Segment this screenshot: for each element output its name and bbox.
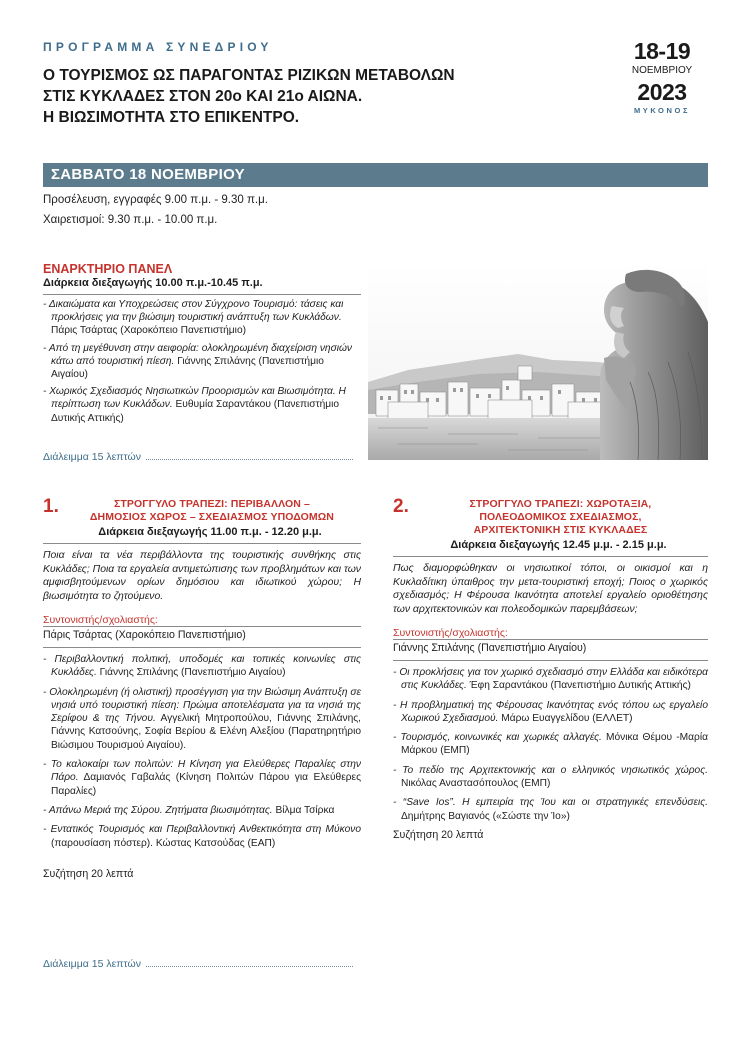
- break-line: [43, 958, 353, 970]
- date-year: 2023: [637, 79, 687, 105]
- talk-speaker: Γιάννης Σπιλάνης (Πανεπιστήμιο Αιγαίου): [96, 667, 286, 679]
- talk-title: - Απάνω Μεριά της Σύρου. Ζητήματα βιωσιμότητας.: [43, 804, 273, 816]
- title-line: ΣΤΙΣ ΚΥΚΛΑΔΕΣ ΣΤΟΝ 20ο ΚΑΙ 21ο ΑΙΩΝΑ.: [43, 88, 363, 105]
- talk-speaker: Νικόλας Αναστασόπουλος (ΕΜΠ): [401, 778, 551, 790]
- talk-speaker: Γιάννης Σπιλάνης (Πανεπιστήμιο Αιγαίου): [51, 355, 324, 381]
- talk-title: - “Save Ios”. Η εμπειρία της Ίου και οι στρατηγικές επενδύσεις.: [393, 797, 708, 809]
- list-item: [393, 699, 708, 726]
- talk-speaker: Έφη Σαραντάκου (Πανεπιστήμιο Δυτικής Αττικής): [466, 680, 691, 692]
- break-label: Διάλειμμα 15 λεπτών: [43, 451, 141, 463]
- title-line: ΣΤΡΟΓΓΥΛΟ ΤΡΑΠΕΖΙ: ΧΩΡΟΤΑΞΙΑ,: [469, 498, 652, 510]
- list-item: [43, 342, 361, 382]
- opening-panel-title: ΕΝΑΡΚΤΗΡΙΟ ΠΑΝΕΛ: [43, 262, 173, 276]
- talk-speaker: Δημήτρης Βαγιανός («Σώστε την Ίο»): [401, 810, 570, 822]
- talk-title: - Η προβληματική της Φέρουσας Ικανότητας ενός τόπου ως εργαλείο Χωρικού Σχεδιασμού.: [393, 699, 708, 724]
- statue-and-harbor-illustration: [368, 262, 708, 460]
- break-line: [43, 451, 353, 463]
- round-table-2-header: [393, 498, 708, 537]
- talk-title: - Εντατικός Τουρισμός και Περιβαλλοντική Ανθεκτικότητα στη Μύκονο: [43, 824, 361, 836]
- round-table-1-title: [63, 498, 361, 524]
- round-table-2-duration: Διάρκεια διεξαγωγής 12.45 μ.μ. - 2.15 μ.μ.: [450, 539, 667, 551]
- break-label: Διάλειμμα 15 λεπτών: [43, 958, 141, 970]
- dotted-leader: [146, 459, 353, 460]
- round-table-1-items: [43, 647, 361, 850]
- talk-title: - Οι προκλήσεις για τον χωρικό σχεδιασμό στην Ελλάδα και ειδικότερα στις Κυκλάδες.: [393, 667, 708, 692]
- list-item: [43, 298, 361, 338]
- talk-title: - Περιβαλλοντική πολιτική, υποδομές και τοπικές κοινωνίες στις Κυκλάδες.: [43, 654, 361, 679]
- talk-speaker: (παρουσίαση πόστερ). Κώστας Κατσούδας (ΕΑΠ): [51, 837, 276, 849]
- title-line: Η ΒΙΩΣΙΜΟΤΗΤΑ ΣΤΟ ΕΠΙΚΕΝΤΡΟ.: [43, 109, 300, 126]
- talk-title: - Το καλοκαίρι των πολιτών: Η Κίνηση για Ελεύθερες Παραλίες στην Πάρο.: [43, 759, 361, 784]
- round-table-1: [43, 498, 361, 880]
- opening-panel-items: [43, 294, 361, 429]
- round-table-1-number: 1.: [43, 496, 59, 517]
- date-days: 18-19: [633, 38, 691, 64]
- list-item: [43, 823, 361, 850]
- talk-title: - Χωρικός Σχεδιασμός Νησιωτικών Προορισμών και Βιωσιμότητα. Η περίπτωση των Κυκλάδων.: [43, 386, 346, 411]
- greetings-time: Χαιρετισμοί: 9.30 π.μ. - 10.00 π.μ.: [43, 214, 218, 226]
- coordinator-label: Συντονιστής/σχολιαστής:: [393, 627, 708, 640]
- list-item: [393, 666, 708, 693]
- round-table-1-description: Ποια είναι τα νέα περιβάλλοντα της τουριστικής συνθήκης στις Κυκλάδες; Ποια τα εργαλεία αντιμετώπισης των προβλημάτων και των αμφισβητούμενων ορίων δημόσιου και ιδιωτικού χώρου; Η βιωσιμότητα το ζητούμενο.: [43, 543, 361, 603]
- talk-speaker: Μάρω Ευαγγελίδου (ΕΛΛΕΤ): [498, 712, 633, 724]
- title-line: ΠΟΛΕΟΔΟΜΙΚΟΣ ΣΧΕΔΙΑΣΜΟΣ,: [479, 511, 642, 523]
- list-item: [393, 764, 708, 791]
- talk-speaker: Βίλμα Τσίρκα: [272, 804, 335, 816]
- round-table-2-items: [393, 660, 708, 823]
- round-table-2-description: Πως διαμορφώθηκαν οι νησιωτικοί τόποι, οι οικισμοί και η Κυκλαδίτικη ύπαιθρος την μετα-τουριστική εποχή; Ποιος ο χωρικός σχεδιασμός; Η Φέρουσα Ικανότητα αποτελεί εργαλείο οριοθέτησης των αρχιτεκτονικών και πολεοδομικών παρεμβάσεων;: [393, 556, 708, 616]
- coordinator-name: Πάρις Τσάρτας (Χαροκόπειο Πανεπιστήμιο): [43, 629, 246, 641]
- talk-speaker: Αγγελική Μητροπούλου, Γιάννης Σπιλάνης, Γιάννης Κατσούνης, Σοφία Βερίου & Ελένη Αλεξίου (Παρατηρητήριο Βιώσιμου Τουρισμού Αιγαίου).: [51, 713, 362, 751]
- talk-title: - Δικαιώματα και Υποχρεώσεις στον Σύγχρονο Τουρισμό: τάσεις και προκλήσεις για την βιώσιμη τουριστική ανάπτυξη των Κυκλάδων.: [43, 299, 344, 324]
- illustration-svg: [368, 262, 708, 460]
- list-item: [43, 653, 361, 680]
- round-table-1-duration: Διάρκεια διεξαγωγής 11.00 π.μ. - 12.20 μ.μ.: [98, 526, 322, 538]
- title-line: ΔΗΜΟΣΙΟΣ ΧΩΡΟΣ – ΣΧΕΔΙΑΣΜΟΣ ΥΠΟΔΟΜΩΝ: [89, 511, 334, 523]
- talk-title: - Το πεδίο της Αρχιτεκτονικής και ο ελληνικός νησιωτικός χώρος.: [393, 764, 708, 776]
- talk-speaker: Πάρις Τσάρτας (Χαροκόπειο Πανεπιστήμιο): [51, 325, 247, 337]
- discussion-note: Συζήτηση 20 λεπτά: [393, 828, 484, 841]
- coordinator-label: Συντονιστής/σχολιαστής:: [43, 614, 361, 627]
- talk-title: - Ολοκληρωμένη (ή ολιστική) προσέγγιση για την Βιώσιμη Ανάπτυξη σε νησιά υπό τουριστική πίεση: Πρώιμα αποτελέσματα για τα νησιά της Σερίφου & της Τήνου.: [43, 686, 361, 725]
- list-item: [43, 758, 361, 798]
- date-place: ΜΥΚΟΝΟΣ: [633, 106, 691, 115]
- list-item: [43, 385, 361, 425]
- round-table-2-title: [413, 498, 708, 537]
- round-table-2-number: 2.: [393, 496, 409, 517]
- list-item: [393, 731, 708, 758]
- round-table-2: [393, 498, 708, 841]
- title-line: ΑΡΧΙΤΕΚΤΟΝΙΚΗ ΣΤΙΣ ΚΥΚΛΑΔΕΣ: [473, 524, 648, 536]
- opening-panel-duration: Διάρκεια διεξαγωγής 10.00 π.μ.-10.45 π.μ.: [43, 277, 263, 289]
- date-block: [616, 38, 708, 115]
- date-month: ΝΟΕΜΒΡΙΟΥ: [631, 65, 693, 76]
- list-item: [43, 686, 361, 752]
- talk-title: - Τουρισμός, κοινωνικές και χωρικές αλλαγές.: [393, 732, 602, 744]
- title-line: ΣΤΡΟΓΓΥΛΟ ΤΡΑΠΕΖΙ: ΠΕΡΙΒΑΛΛΟΝ –: [113, 498, 310, 510]
- talk-speaker: Ευθυμία Σαραντάκου (Πανεπιστήμιο Δυτικής Αττικής): [51, 399, 340, 424]
- talk-speaker: Μόνικα Θέμου -Μαρία Μάρκου (ΕΜΠ): [401, 732, 708, 757]
- title-line: Ο ΤΟΥΡΙΣΜΟΣ ΩΣ ΠΑΡΑΓΟΝΤΑΣ ΡΙΖΙΚΩΝ ΜΕΤΑΒΟΛΩΝ: [43, 67, 455, 84]
- day-heading: ΣΑΒΒΑΤΟ 18 ΝΟΕΜΒΡΙΟΥ: [43, 163, 708, 187]
- talk-title: - Από τη μεγέθυνση στην αειφορία: ολοκληρωμένη διαχείριση νησιών κάτω από τουριστική πίεση.: [43, 342, 353, 367]
- program-kicker: ΠΡΟΓΡΑΜΜΑ ΣΥΝΕΔΡΙΟΥ: [43, 40, 273, 54]
- discussion-note: Συζήτηση 20 λεπτά: [43, 867, 134, 880]
- conference-title: [43, 65, 563, 128]
- talk-speaker: Δαμιανός Γαβαλάς (Κίνηση Πολιτών Πάρου για Ελεύθερες Παραλίες): [51, 772, 361, 797]
- coordinator-name: Γιάννης Σπιλάνης (Πανεπιστήμιο Αιγαίου): [393, 642, 587, 654]
- registration-time: Προσέλευση, εγγραφές 9.00 π.μ. - 9.30 π.μ.: [43, 194, 268, 206]
- list-item: [393, 796, 708, 823]
- list-item: [43, 804, 361, 817]
- dotted-leader: [146, 966, 353, 967]
- round-table-1-header: [43, 498, 361, 524]
